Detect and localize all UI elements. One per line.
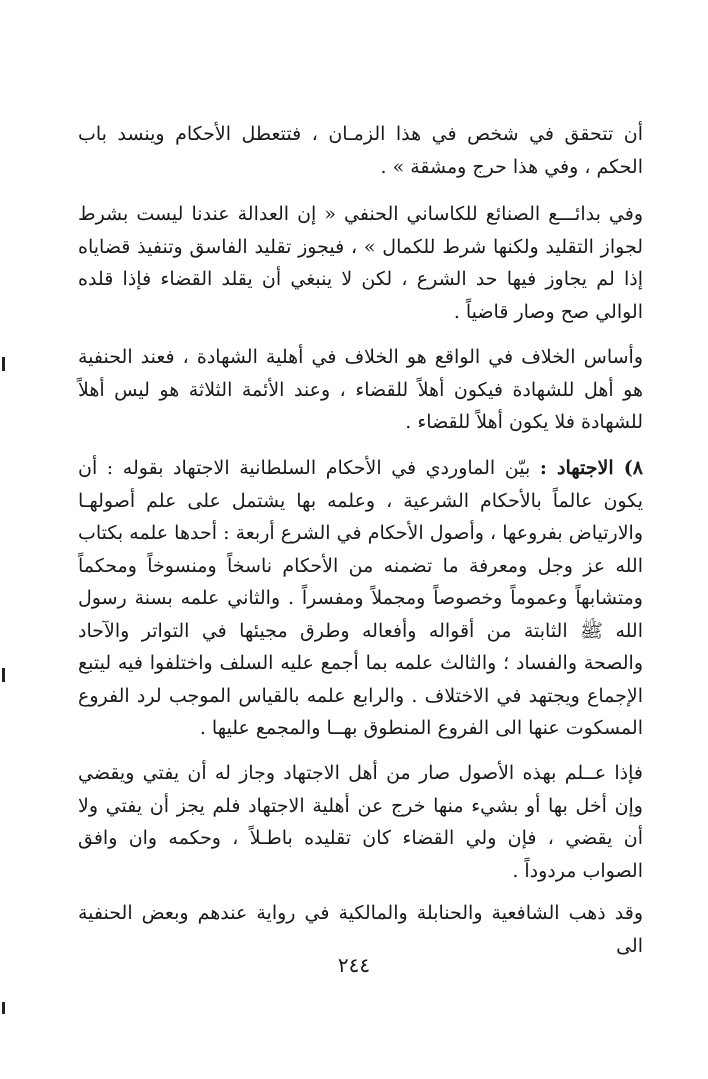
scan-edge-mark <box>2 668 5 682</box>
paragraph-3-text: وأساس الخلاف في الواقع هو الخلاف في أهلية الشهادة ، فعند الحنفية هو أهل للشهادة فيكون أهلاً للقضاء ، وعند الأئمة الثلاثة هو ليس أهلاً للشهادة فلا يكون أهلاً للقضاء . <box>78 346 643 433</box>
paragraph-ijtihad <box>78 452 643 745</box>
paragraph-5 <box>78 757 643 887</box>
paragraph-3 <box>78 341 643 439</box>
paragraph-5-text: فإذا عــلم بهذه الأصول صار من أهل الاجتهاد وجاز له أن يفتي ويقضي وإن أخل بها أو بشيء منها خرج عن أهلية الاجتهاد فلم يجز أن يفتي ولا أن يقضي ، فإن ولي القضاء كان تقليده باطـلاً ، وحكمه وان وافق الصواب مردوداً . <box>78 762 643 882</box>
paragraph-2 <box>78 198 643 328</box>
paragraph-1-text: أن تتحقق في شخص في هذا الزمـان ، فتتعطل الأحكام وينسد باب الحكم ، وفي هذا حرج ومشقة » . <box>78 123 643 178</box>
paragraph-2-text: وفي بدائـــع الصنائع للكاساني الحنفي « إن العدالة عندنا ليست بشرط لجواز التقليد ولكنها شرط للكمال » ، فيجوز تقليد الفاسق وتنفيذ قضاياه إذا لم يجاوز فيها حد الشرع ، لكن لا ينبغي أن يقلد القضاء فإذا قلده الوالي صح وصار قاضياً . <box>78 203 643 323</box>
scan-edge-mark <box>2 357 5 371</box>
section-heading-ijtihad: ٨) الاجتهاد : <box>539 457 643 479</box>
paragraph-1 <box>78 118 643 183</box>
paragraph-6-text: وقد ذهب الشافعية والحنابلة والمالكية في رواية عندهم وبعض الحنفية الى <box>78 902 643 957</box>
scan-edge-mark <box>2 1002 5 1014</box>
paragraph-4-text: بيّن الماوردي في الأحكام السلطانية الاجتهاد بقوله : أن يكون عالماً بالأحكام الشرعية ، وعلمه بها يشتمل على علم أصولهـا والارتياض بفروعها ، وأصول الأحكام في الشرع أربعة : أحدها علمه بكتاب الله عز وجل ومعرفة ما تضمنه من الأحكام ناسخاً ومنسوخاً ومحكماً ومتشابهاً وعموماً وخصوصاً ومجملاً ومفسراً . والثاني علمه بسنة رسول الله ﷺ الثابتة من أقواله وأفعاله وطرق مجيئها في التواتر والآحاد والصحة والفساد ؛ والثالث علمه بما أجمع عليه السلف واختلفوا فيه ليتبع الإجماع ويجتهد في الاختلاف . والرابع علمه بالقياس الموجب لرد الفروع المسكوت عنها الى الفروع المنطوق بهــا والمجمع عليها . <box>78 457 643 739</box>
page-number: ٢٤٤ <box>337 953 371 977</box>
